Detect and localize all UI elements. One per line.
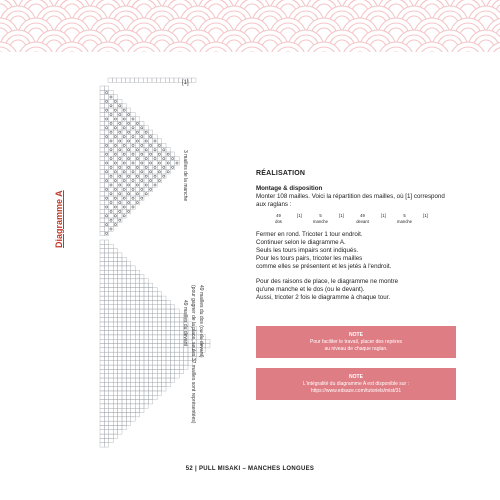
note-text: au niveau de chaque raglan. xyxy=(324,345,388,352)
paragraph-2 xyxy=(256,231,456,271)
intro-text: Monter 108 mailles. Voici la répartition des mailles, où [1] correspond aux raglans : xyxy=(256,193,445,208)
row-marker: [1] xyxy=(182,80,189,86)
dist-cell: [1] xyxy=(381,213,386,218)
section-subheading: Montage & disposition xyxy=(256,185,323,192)
page-footer: 52 | PULL MISAKI – MANCHES LONGUES xyxy=(185,466,315,472)
chart-label-sleeve: 3 mailles de la manche xyxy=(182,150,188,202)
text-line: Pour les tours pairs, tricoter les mailles xyxy=(256,255,363,262)
dist-cell: 49 dos xyxy=(275,213,282,224)
dist-cell: 49 devant xyxy=(356,213,369,224)
note-text: Pour faciliter le travail, placer des repères xyxy=(310,339,402,346)
diagram-title: Diagramme A xyxy=(54,190,64,248)
note-title: NOTE xyxy=(349,332,363,338)
text-line: Fermer en rond. Tricoter 1 tour endroit. xyxy=(256,231,363,238)
dist-cell: 5 manche xyxy=(397,213,412,224)
dist-cell: [1] xyxy=(339,213,344,218)
text-line: qu'une manche et le dos (ou le devant). xyxy=(256,286,365,293)
chart-label-note: (pour gagner de la place, seules 37 mailles sont représentées) xyxy=(190,285,196,424)
instructions xyxy=(256,170,456,302)
dist-cell: [1] xyxy=(423,213,428,218)
wave-pattern-header xyxy=(0,0,500,52)
text-line: comme elles se présentent et les jetés à l'endroit. xyxy=(256,263,392,270)
note-link[interactable]: https://www.edsaze.com/tutoriels/mist/31 xyxy=(310,387,402,394)
dist-cell: 5 manche xyxy=(313,213,328,224)
text-line: Pour des raisons de place, le diagramme ne montre xyxy=(256,278,399,285)
note-box-markers xyxy=(256,326,456,358)
dist-cell: [1] xyxy=(297,213,302,218)
note-text: L'intégralité du diagramme A est disponible sur : xyxy=(302,381,409,388)
note-title: NOTE xyxy=(349,374,363,380)
chart-label-back: 49 mailles du dos (ou du devant) xyxy=(198,285,204,358)
knitting-chart xyxy=(80,70,220,470)
stitch-distribution xyxy=(268,213,456,225)
note-box-link xyxy=(256,368,456,400)
paragraph-3 xyxy=(256,278,456,302)
text-line: Aussi, tricoter 2 fois le diagramme à chaque tour. xyxy=(256,294,391,301)
text-line: Seuls les tours impairs sont indiqués. xyxy=(256,247,359,254)
text-line: Continuer selon le diagramme A. xyxy=(256,239,346,246)
section-heading: RÉALISATION xyxy=(256,170,306,177)
chart-label-front: 49 mailles du devant xyxy=(182,300,188,346)
